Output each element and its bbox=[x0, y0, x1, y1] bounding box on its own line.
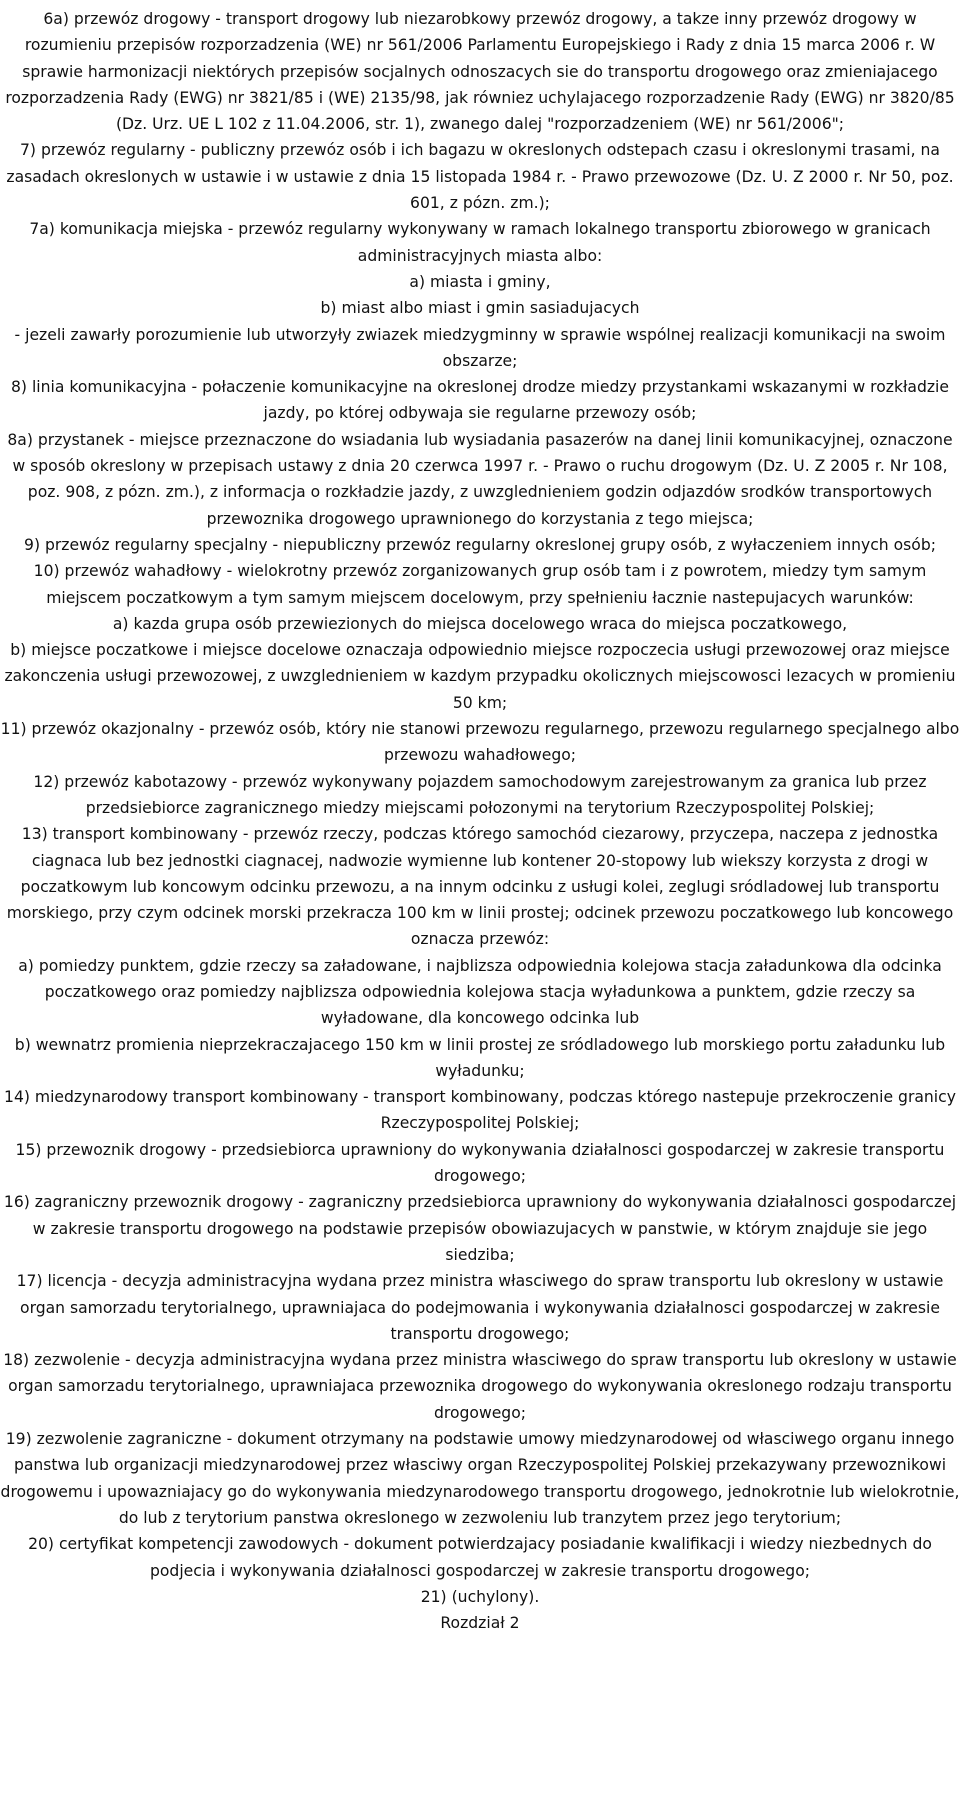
definition-7a: 7a) komunikacja miejska - przewóz regularny wykonywany w ramach lokalnego transportu zbiorowego w granicach administracyjnych miasta albo: bbox=[29, 220, 931, 265]
definition-7: 7) przewóz regularny - publiczny przewóz osób i ich bagazu w okreslonych odstepach czasu i okreslonymi trasami, na zasadach okreslonych w ustawie i w ustawie z dnia 15 listopada 1984 r. - Prawo przewozowe (Dz. U. Z 2000 r. Nr 50, poz. 601, z pózn. zm.); bbox=[6, 141, 954, 213]
definition-13-item-a: a) pomiedzy punktem, gdzie rzeczy sa załadowane, i najblizsza odpowiednia kolejowa stacja załadunkowa dla odcinka poczatkowego oraz pomiedzy najblizsza odpowiednia kolejowa stacja wyładunkowa a punktem, gdzie rzeczy sa wyładowane, dla koncowego odcinka lub bbox=[18, 956, 942, 1028]
chapter-heading: Rozdział 2 bbox=[440, 1614, 520, 1633]
definition-13: 13) transport kombinowany - przewóz rzeczy, podczas którego samochód ciezarowy, przyczepa, naczepa z jednostka ciagnaca lub bez jednostki ciagnacej, nadwozie wymienne lub kontener 20-stopowy lub wiekszy korzysta z drogi w poczatkowym lub koncowym odcinku przewozu, a na innym odcinku z usługi kolei, zeglugi sródladowej lub transportu morskiego, przy czym odcinek morski przekracza 100 km w linii prostej; odcinek przewozu poczatkowego lub koncowego oznacza przewóz: bbox=[6, 825, 954, 949]
definition-19: 19) zezwolenie zagraniczne - dokument otrzymany na podstawie umowy miedzynarodowej od własciwego organu innego panstwa lub organizacji miedzynarodowej przez własciwy organ Rzeczypospolitej Polskiej przekazywany przewoznikowi drogowemu i upowazniajacy go do wykonywania miedzynarodowego transportu drogowego, jednokrotnie lub wielokrotnie, do lub z terytorium panstwa okreslonego w zezwoleniu lub tranzytem przez jego terytorium; bbox=[0, 1430, 960, 1527]
definition-8a: 8a) przystanek - miejsce przeznaczone do wsiadania lub wysiadania pasazerów na danej linii komunikacyjnej, oznaczone w sposób okreslony w przepisach ustawy z dnia 20 czerwca 1997 r. - Prawo o ruchu drogowym (Dz. U. Z 2005 r. Nr 108, poz. 908, z pózn. zm.), z informacja o rozkładzie jazdy, z uwzglednieniem godzin odjazdów srodków transportowych przewoznika drogowego uprawnionego do korzystania z tego miejsca; bbox=[7, 430, 953, 528]
definition-10-item-a: a) kazda grupa osób przewiezionych do miejsca docelowego wraca do miejsca poczatkowego, bbox=[112, 614, 848, 633]
definition-7a-condition: - jezeli zawarły porozumienie lub utworzyły zwiazek miedzygminny w sprawie wspólnej realizacji komunikacji na swoim obszarze; bbox=[14, 325, 946, 370]
definition-9: 9) przewóz regularny specjalny - niepubliczny przewóz regularny okreslonej grupy osób, z wyłaczeniem innych osób; bbox=[24, 535, 936, 554]
definition-15: 15) przewoznik drogowy - przedsiebiorca uprawniony do wykonywania działalnosci gospodarczej w zakresie transportu drogowego; bbox=[15, 1140, 945, 1186]
definition-18: 18) zezwolenie - decyzja administracyjna wydana przez ministra własciwego do spraw transportu lub okreslony w ustawie organ samorzadu terytorialnego, uprawniajaca przewoznika drogowego do wykonywania okreslonego rodzaju transportu drogowego; bbox=[3, 1351, 957, 1422]
definition-21: 21) (uchylony). bbox=[420, 1587, 540, 1606]
definition-6a: 6a) przewóz drogowy - transport drogowy lub niezarobkowy przewóz drogowy, a takze inny przewóz drogowy w rozumieniu przepisów rozporzadzenia (WE) nr 561/2006 Parlamentu Europejskiego i Rady z dnia 15 marca 2006 r. W sprawie harmonizacji niektórych przepisów socjalnych odnoszacych sie do transportu drogowego oraz zmieniajacego rozporzadzenia Rady (EWG) nr 3821/85 i (WE) 2135/98, jak równiez uchylajacego rozporzadzenie Rady (EWG) nr 3820/85 (Dz. Urz. UE L 102 z 11.04.2006, str. 1), zwanego dalej "rozporzadzeniem (WE) nr 561/2006"; bbox=[5, 10, 955, 134]
definition-7a-item-b: b) miast albo miast i gmin sasiadujacych bbox=[320, 299, 640, 318]
definition-16: 16) zagraniczny przewoznik drogowy - zagraniczny przedsiebiorca uprawniony do wykonywania działalnosci gospodarczej w zakresie transportu drogowego na podstawie przepisów obowiazujacych w panstwie, w którym znajduje sie jego siedziba; bbox=[3, 1193, 957, 1264]
definition-13-item-b: b) wewnatrz promienia nieprzekraczajacego 150 km w linii prostej ze sródladowego lub morskiego portu załadunku lub wyładunku; bbox=[14, 1035, 946, 1080]
definition-11: 11) przewóz okazjonalny - przewóz osób, który nie stanowi przewozu regularnego, przewozu regularnego specjalnego albo przewozu wahadłowego; bbox=[0, 720, 960, 765]
definition-7a-item-a: a) miasta i gminy, bbox=[409, 272, 551, 291]
definition-17: 17) licencja - decyzja administracyjna wydana przez ministra własciwego do spraw transportu lub okreslony w ustawie organ samorzadu terytorialnego, uprawniajaca do podejmowania i wykonywania działalnosci gospodarczej w zakresie transportu drogowego; bbox=[16, 1272, 944, 1343]
definition-12: 12) przewóz kabotazowy - przewóz wykonywany pojazdem samochodowym zarejestrowanym za granica lub przez przedsiebiorce zagranicznego miedzy miejscami połozonymi na terytorium Rzeczypospolitej Polskiej; bbox=[33, 772, 927, 817]
definition-20: 20) certyfikat kompetencji zawodowych - dokument potwierdzajacy posiadanie kwalifikacji i wiedzy niezbednych do podjecia i wykonywania działalnosci gospodarczej w zakresie transportu drogowego; bbox=[28, 1535, 932, 1580]
definition-10-item-b: b) miejsce poczatkowe i miejsce docelowe oznaczaja odpowiednio miejsce rozpoczecia usługi przewozowej oraz miejsce zakonczenia usługi przewozowej, z uwzglednieniem w kazdym przypadku okolicznych miejscowosci lezacych w promieniu 50 km; bbox=[4, 641, 956, 712]
definition-14: 14) miedzynarodowy transport kombinowany - transport kombinowany, podczas którego nastepuje przekroczenie granicy Rzeczypospolitej Polskiej; bbox=[4, 1088, 956, 1133]
definition-8: 8) linia komunikacyjna - połaczenie komunikacyjne na okreslonej drodze miedzy przystankami wskazanymi w rozkładzie jazdy, po której odbywaja sie regularne przewozy osób; bbox=[11, 378, 949, 423]
definition-10: 10) przewóz wahadłowy - wielokrotny przewóz zorganizowanych grup osób tam i z powrotem, miedzy tym samym miejscem poczatkowym a tym samym miejscem docelowym, przy spełnieniu łacznie nastepujacych warunków: bbox=[33, 562, 927, 607]
